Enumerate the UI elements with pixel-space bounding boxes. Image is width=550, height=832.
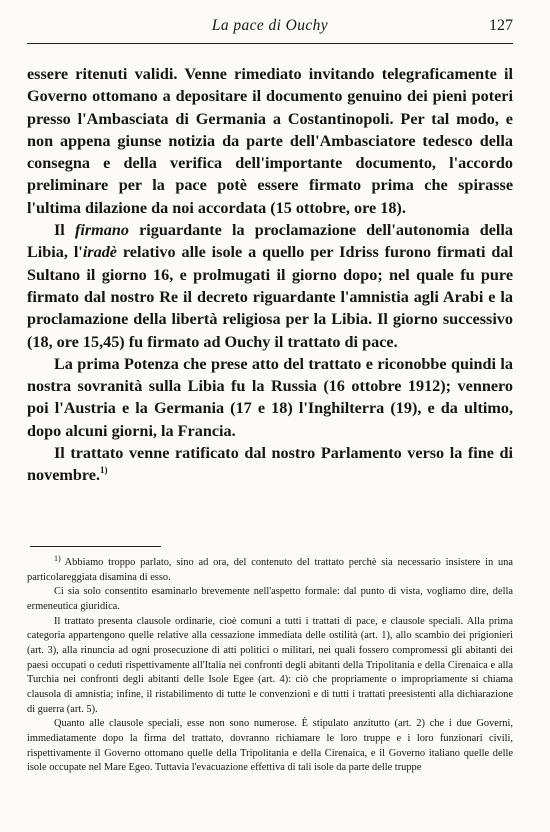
- footnote-2: Ci sia solo consentito esaminarlo brevemente nell'aspetto formale: dal punto di vista, vogliamo dire, della ermeneutica giuridica.: [27, 586, 513, 612]
- paragraph-4: [27, 442, 513, 489]
- paragraph-3: La prima Potenza che prese atto del trattato e riconobbe quindi la nostra sovranità sulla Libia fu la Russia (16 ottobre 1912); vennero poi l'Austria e la Germania (17 e 18) l'Inghilterra (19), e da ultimo, dopo alcuni giorni, la Francia.: [27, 354, 513, 440]
- term-firmano: firmano: [74, 221, 129, 240]
- footnote-4: Quanto alle clausole speciali, esse non sono numerose. È stipulato anzitutto (art. 2) che i due Governi, immediatamente dopo la firma del trattato, dovranno richiamare le loro truppe e i loro funzionari civili, rispettivamente il Governo ottomano quelle della Tripolitania e della Cirenaica, e il Governo italiano quelle delle isole occupate nel Mare Egeo. Tuttavia l'evacuazione effettiva di tali isole da parte delle truppe: [27, 718, 513, 774]
- running-title: La pace di Ouchy: [211, 17, 329, 34]
- main-text: [27, 63, 513, 489]
- footnote-reference: 1): [100, 465, 108, 476]
- footnote-1-text: Abbiamo troppo parlato, sino ad ora, del contenuto del trattato perchè sia necessario insistere in una particolareggiata disamina di esso.: [27, 557, 513, 583]
- page-number: 127: [489, 17, 513, 34]
- header-rule: [27, 43, 513, 44]
- page-header: [27, 17, 513, 45]
- paragraph-2: [27, 219, 513, 353]
- paragraph-4-text: Il trattato venne ratificato dal nostro Parlamento verso la fine di novembre.: [27, 444, 513, 485]
- footnotes: [27, 556, 513, 776]
- paragraph-2-rest: relativo alle isole a quello per Idriss furono firmati dal Sultano il giorno 16, e prolmugati il giorno dopo; nel quale fu pure firmato dal nostro Re il decreto riguardante l'amnistia agli Arabi e la proclamazione della libertà religiosa per la Libia. Il giorno successivo (18, ore 15,45) fu firmato ad Ouchy il trattato di pace.: [27, 243, 514, 351]
- paragraph-2-lead: Il: [54, 221, 65, 240]
- footnote-divider: [30, 546, 161, 547]
- footnote-1: [27, 556, 513, 585]
- footnote-marker: 1): [54, 554, 61, 563]
- term-irade: iradè: [82, 243, 117, 262]
- paragraph-1: essere ritenuti validi. Venne rimediato invitando telegraficamente il Governo ottomano a depositare il documento genuino dei pieni poteri presso l'Ambasciata di Germania a Costantinopoli. Per tal modo, e non appena giunse notizia da parte dell'Ambasciatore tedesco della consegna e della verifica dell'importante documento, l'accordo preliminare per la pace potè essere firmato prima che spirasse l'ultima dilazione da noi accordata (15 ottobre, ore 18).: [27, 65, 513, 217]
- paragraph-2-mid: riguardante la proclamazione dell'autonomia della Libia, l': [27, 221, 514, 262]
- footnote-3: Il trattato presenta clausole ordinarie, cioè comuni a tutti i trattati di pace, e clausole speciali. Alla prima categoria appartengono quelle relative alla cessazione immediata delle ostilità (art. 1), allo scambio dei prigionieri (art. 3), alla rinuncia ad ogni prosecuzione di atti politici o militari, nei quali fossero compromessi gli abitanti dei paesi occupati o ceduti rispettivamente all'Italia nei confronti degli abitanti della Tripolitania e della Cirenaica e alla Turchia nei confronti degli abitanti delle Isole Egee (art. 4): ciò che propriamente o impropriamente si chiama clausola di amnistia; infine, il ristabilimento di tutte le convenzioni e di tutti i trattati preesistenti alla dichiarazione di guerra (art. 5).: [27, 615, 513, 715]
